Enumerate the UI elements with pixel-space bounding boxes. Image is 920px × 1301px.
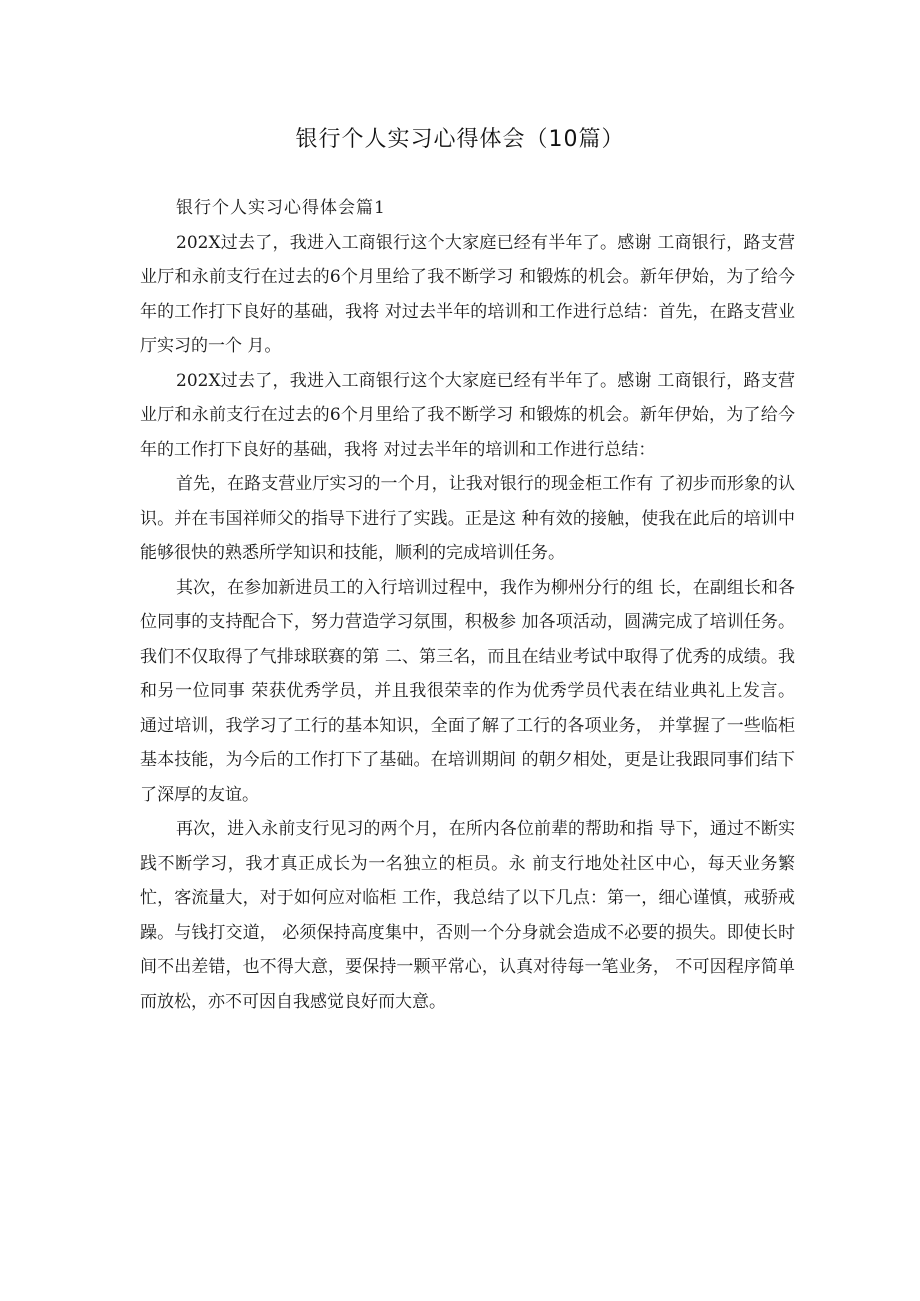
document-title: 银行个人实习心得体会（10篇） bbox=[295, 127, 625, 152]
paragraph: 其次，在参加新进员工的入行培训过程中，我作为柳州分行的组 长，在副组长和各位同事的支持配合下，努力营造学习氛围，积极参 加各项活动，圆满完成了培训任务。我们不仅取得了气排球联赛的第 二、第三名，而且在结业考试中取得了优秀的成绩。我和另一位同事 荣获优秀学员，并且我很荣幸的作为优秀学员代表在结业典礼上发言。 通过培训，我学习了工行的基本知识，全面了解了工行的各项业务， 并掌握了一些临柜基本技能，为今后的工作打下了基础。在培训期间 的朝夕相处，更是让我跟同事们结下了深厚的友谊。 bbox=[140, 577, 795, 805]
document-body bbox=[140, 191, 795, 1019]
paragraph: 再次，进入永前支行见习的两个月，在所内各位前辈的帮助和指 导下，通过不断实践不断学习，我才真正成长为一名独立的柜员。永 前支行地处社区中心，每天业务繁忙，客流量大，对于如何应对临柜 工作，我总结了以下几点：第一，细心谨慎，戒骄戒躁。与钱打交道， 必须保持高度集中，否则一个分身就会造成不必要的损失。即使长时 间不出差错，也不得大意，要保持一颗平常心，认真对待每一笔业务， 不可因程序简单而放松，亦不可因自我感觉良好而大意。 bbox=[140, 819, 795, 1012]
paragraph: 202X过去了，我进入工商银行这个大家庭已经有半年了。感谢 工商银行，路支营业厅和永前支行在过去的6个月里给了我不断学习 和锻炼的机会。新年伊始，为了给今年的工作打下良好的基础，我将 对过去半年的培训和工作进行总结： bbox=[140, 370, 795, 460]
section-heading: 银行个人实习心得体会篇1 bbox=[176, 198, 386, 218]
paragraph: 首先，在路支营业厅实习的一个月，让我对银行的现金柜工作有 了初步而形象的认识。并在韦国祥师父的指导下进行了实践。正是这 种有效的接触，使我在此后的培训中能够很快的熟悉所学知识和技能，顺利的完成培训任务。 bbox=[140, 474, 795, 563]
paragraph: 202X过去了，我进入工商银行这个大家庭已经有半年了。感谢 工商银行，路支营业厅和永前支行在过去的6个月里给了我不断学习 和锻炼的机会。新年伊始，为了给今年的工作打下良好的基础，我将 对过去半年的培训和工作进行总结：首先，在路支营业厅实习的一个 月。 bbox=[140, 232, 795, 356]
